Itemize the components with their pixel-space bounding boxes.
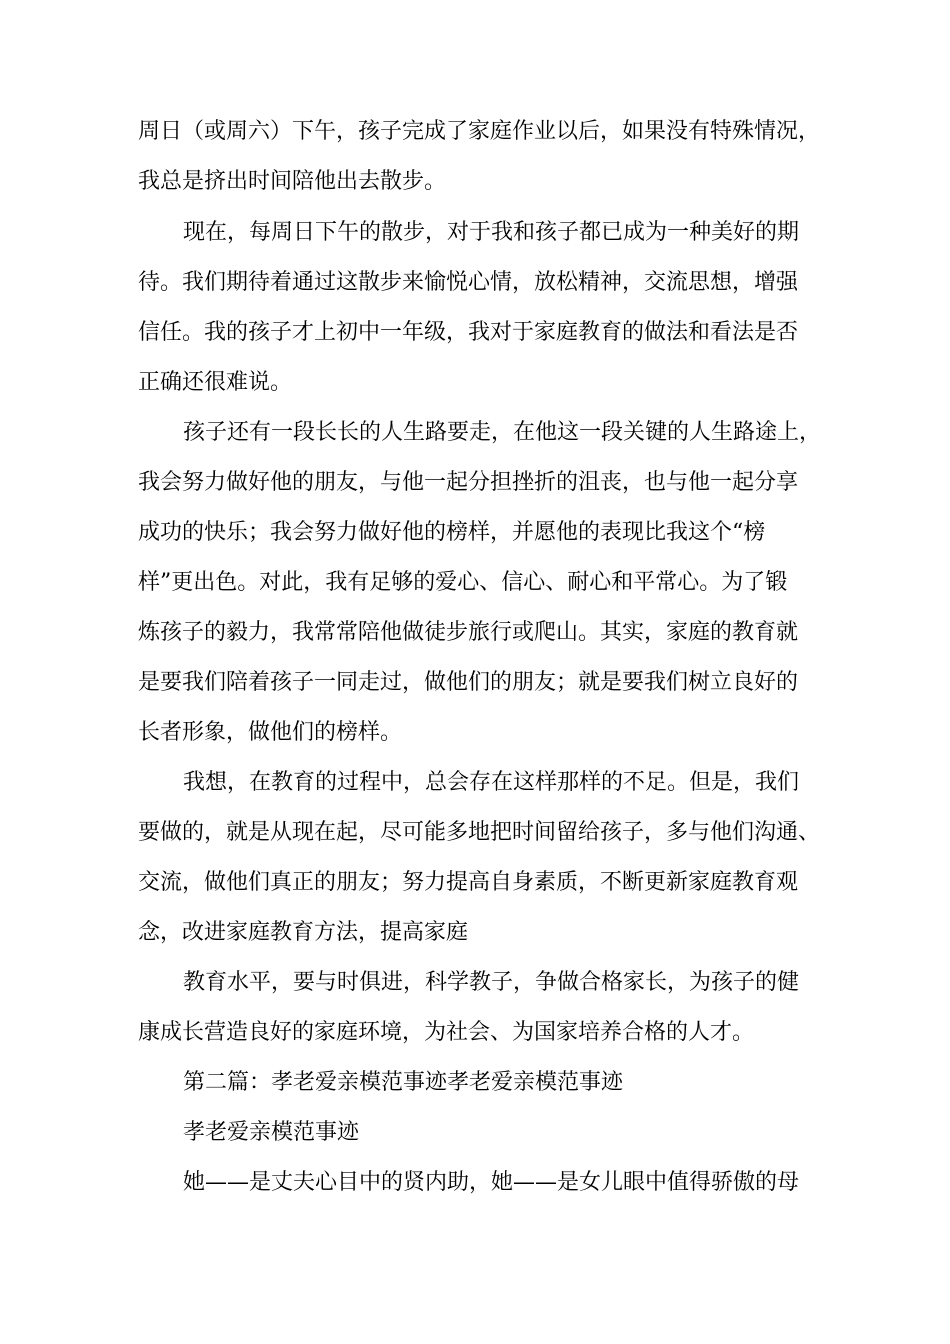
text-line-19: 康成长营造良好的家庭环境，为社会、为国家培养合格的人才。 — [138, 1020, 755, 1045]
text-line-22: 她——是丈夫心目中的贤内助，她——是女儿眼中值得骄傲的母 — [183, 1170, 800, 1195]
text-line-2: 我总是挤出时间陪他出去散步。 — [138, 169, 447, 194]
text-line-5: 信任。我的孩子才上初中一年级，我对于家庭教育的做法和看法是否 — [138, 320, 799, 345]
text-line-13: 长者形象，做他们的榜样。 — [138, 720, 403, 745]
text-line-3: 现在，每周日下午的散步，对于我和孩子都已成为一种美好的期 — [183, 220, 800, 245]
section-heading: 第二篇：孝老爱亲模范事迹孝老爱亲模范事迹 — [183, 1070, 624, 1095]
text-line-12: 是要我们陪着孩子一同走过，做他们的朋友；就是要我们树立良好的 — [138, 670, 799, 695]
text-line-14: 我想，在教育的过程中，总会存在这样那样的不足。但是，我们 — [183, 770, 800, 795]
text-line-18: 教育水平，要与时俱进，科学教子，争做合格家长，为孩子的健 — [183, 970, 800, 995]
text-line-7: 孩子还有一段长长的人生路要走，在他这一段关键的人生路途上， — [183, 420, 822, 445]
text-line-6: 正确还很难说。 — [138, 370, 293, 395]
text-line-8: 我会努力做好他的朋友，与他一起分担挫折的沮丧，也与他一起分享 — [138, 470, 799, 495]
text-line-11: 炼孩子的毅力，我常常陪他做徒步旅行或爬山。其实，家庭的教育就 — [138, 620, 799, 645]
section-subheading: 孝老爱亲模范事迹 — [183, 1120, 360, 1145]
text-line-16: 交流，做他们真正的朋友；努力提高自身素质，不断更新家庭教育观 — [138, 870, 799, 895]
text-line-15: 要做的，就是从现在起，尽可能多地把时间留给孩子，多与他们沟通、 — [138, 820, 821, 845]
text-line-1: 周日（或周六）下午，孩子完成了家庭作业以后，如果没有特殊情况， — [138, 119, 821, 144]
text-line-10: 样”更出色。对此，我有足够的爱心、信心、耐心和平常心。为了锻 — [138, 570, 788, 595]
text-line-9: 成功的快乐；我会努力做好他的榜样，并愿他的表现比我这个“榜 — [138, 520, 766, 545]
text-line-4: 待。我们期待着通过这散步来愉悦心情，放松精神，交流思想，增强 — [138, 270, 799, 295]
text-line-17: 念，改进家庭教育方法，提高家庭 — [138, 920, 469, 945]
